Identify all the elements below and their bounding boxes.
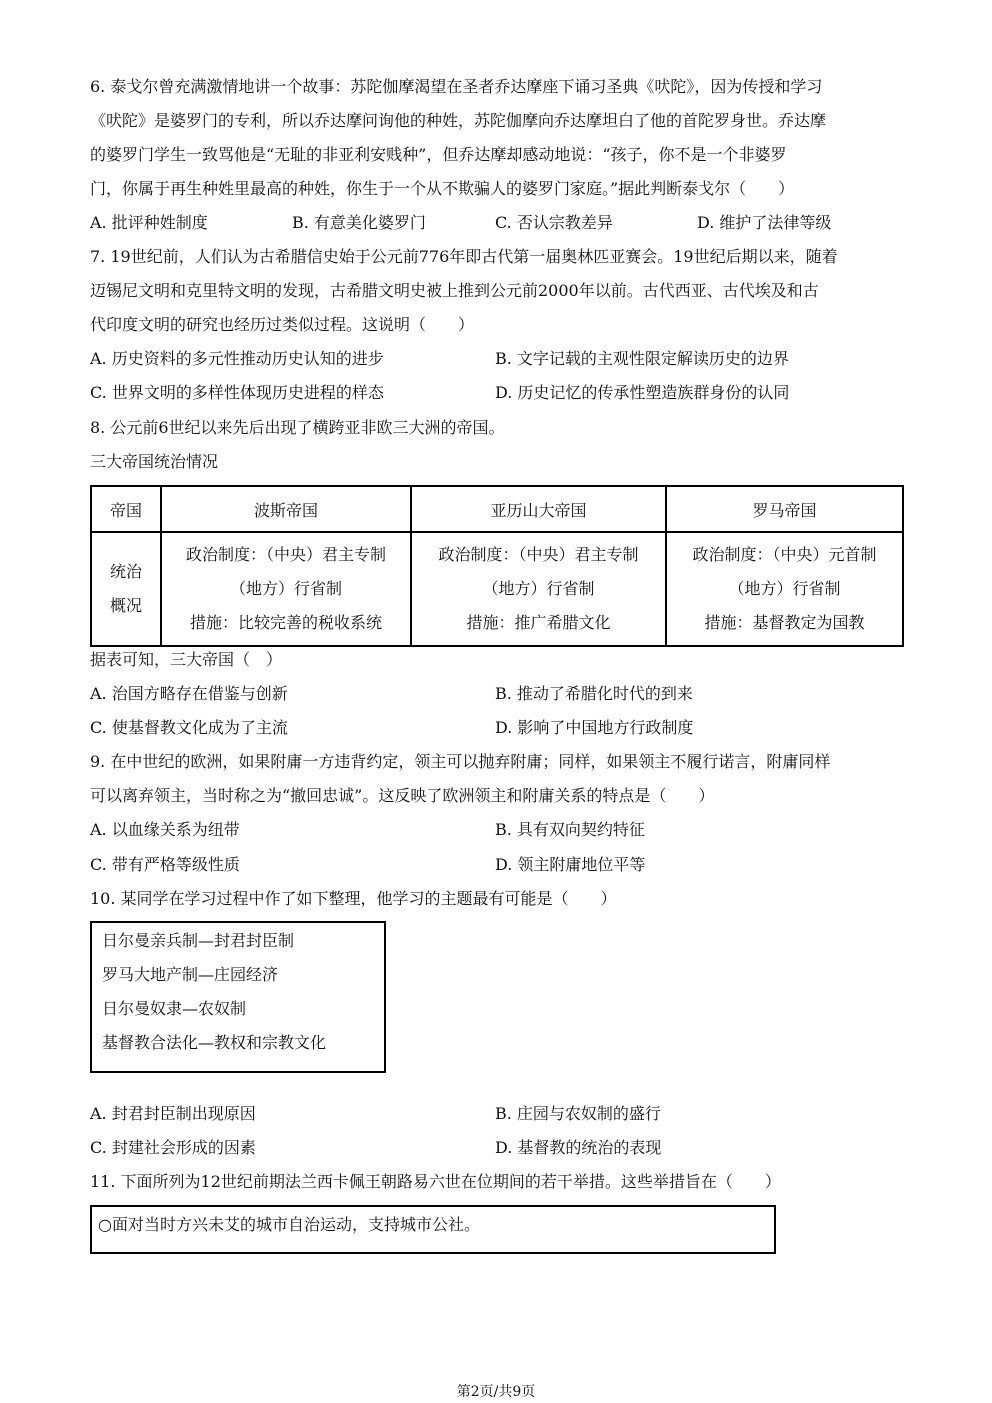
q7-line-2: 迈锡尼文明和克里特文明的发现，古希腊文明史被上推到公元前2000年以前。古代西亚、古代埃及和古 [90, 281, 819, 300]
cell-line: 措施：推广希腊文化 [466, 613, 611, 632]
q6-option-a[interactable]: A. 批评种姓制度 [90, 213, 208, 232]
q9-line-1: 9. 在中世纪的欧洲，如果附庸一方违背约定，领主可以抛弃附庸；同样，如果领主不履行诺言，附庸同样 [90, 752, 831, 771]
measure-line: ○面对当时方兴未艾的城市自治运动，支持城市公社。 [98, 1215, 480, 1234]
table-cell-alexander [411, 532, 666, 646]
note-line: 日尔曼奴隶—农奴制 [102, 999, 247, 1018]
table-header-cell: 罗马帝国 [666, 486, 903, 532]
q10-note-box [90, 921, 386, 1073]
q10-option-d[interactable]: D. 基督教的统治的表现 [495, 1138, 662, 1157]
q8-stem: 8. 公元前6世纪以来先后出现了横跨亚非欧三大洲的帝国。 [90, 418, 505, 437]
page-number: 第2页/共9页 [456, 1384, 536, 1400]
q11-measures-box [90, 1205, 776, 1254]
q6-option-c[interactable]: C. 否认宗教差异 [495, 213, 613, 232]
q10-stem: 10. 某同学在学习过程中作了如下整理，他学习的主题最有可能是（ ） [90, 889, 617, 908]
q10-option-a[interactable]: A. 封君封臣制出现原因 [90, 1104, 256, 1123]
cell-line: （地方）行省制 [728, 579, 841, 598]
row-label-line: 统治 [109, 562, 142, 581]
q8-question: 据表可知，三大帝国（ ） [90, 650, 283, 669]
q8-option-c[interactable]: C. 使基督教文化成为了主流 [90, 718, 288, 737]
table-header-row [91, 486, 903, 532]
empire-table [90, 485, 904, 647]
q9-line-2: 可以离弃领主，当时称之为“撤回忠诚”。这反映了欧洲领主和附庸关系的特点是（ ） [90, 786, 715, 805]
cell-line: 政治制度：（中央）元首制 [692, 545, 877, 564]
q8-option-b[interactable]: B. 推动了希腊化时代的到来 [495, 684, 693, 703]
q6-option-d[interactable]: D. 维护了法律等级 [697, 213, 832, 232]
q7-line-3: 代印度文明的研究也经历过类似过程。这说明（ ） [90, 315, 475, 334]
table-row-label [91, 532, 161, 646]
row-label-line: 概况 [109, 596, 142, 615]
q6-line-1: 6. 泰戈尔曾充满激情地讲一个故事：苏陀伽摩渴望在圣者乔达摩座下诵习圣典《吠陀》，因为传授和学习 [90, 77, 823, 96]
cell-line: 政治制度：（中央）君主专制 [438, 545, 639, 564]
q7-option-b[interactable]: B. 文字记载的主观性限定解读历史的边界 [495, 349, 789, 368]
note-line: 基督教合法化—教权和宗教文化 [102, 1033, 327, 1052]
cell-line: 政治制度：（中央）君主专制 [185, 545, 386, 564]
table-cell-persia [161, 532, 411, 646]
q7-option-d[interactable]: D. 历史记忆的传承性塑造族群身份的认同 [495, 383, 790, 402]
q7-option-c[interactable]: C. 世界文明的多样性体现历史进程的样态 [90, 383, 384, 402]
q8-table-title: 三大帝国统治情况 [90, 452, 219, 471]
q6-option-b[interactable]: B. 有意美化婆罗门 [292, 213, 426, 232]
note-line: 罗马大地产制—庄园经济 [102, 965, 279, 984]
q7-option-a[interactable]: A. 历史资料的多元性推动历史认知的进步 [90, 349, 384, 368]
q10-option-b[interactable]: B. 庄园与农奴制的盛行 [495, 1104, 661, 1123]
q7-line-1: 7. 19世纪前，人们认为古希腊信史始于公元前776年即古代第一届奥林匹亚赛会。19世纪后期以来，随着 [90, 247, 838, 266]
q8-option-d[interactable]: D. 影响了中国地方行政制度 [495, 718, 694, 737]
cell-line: （地方）行省制 [229, 579, 342, 598]
q6-line-3: 的婆罗门学生一致骂他是“无耻的非亚利安贱种”，但乔达摩却感动地说：“孩子，你不是一个非婆罗 [90, 145, 787, 164]
cell-line: 措施：基督教定为国教 [704, 613, 865, 632]
cell-line: 措施：比较完善的税收系统 [189, 613, 382, 632]
q9-option-a[interactable]: A. 以血缘关系为纽带 [90, 820, 240, 839]
q8-option-a[interactable]: A. 治国方略存在借鉴与创新 [90, 684, 288, 703]
cell-line: （地方）行省制 [482, 579, 595, 598]
table-row [91, 532, 903, 646]
table-header-cell: 帝国 [91, 486, 161, 532]
q9-option-d[interactable]: D. 领主附庸地位平等 [495, 855, 646, 874]
q6-line-2: 《吠陀》是婆罗门的专利，所以乔达摩问询他的种姓，苏陀伽摩向乔达摩坦白了他的首陀罗身世。乔达摩 [90, 111, 827, 130]
q9-option-b[interactable]: B. 具有双向契约特征 [495, 820, 645, 839]
q6-line-4: 门，你属于再生种姓里最高的种姓，你生于一个从不欺骗人的婆罗门家庭。”据此判断泰戈尔（ ） [90, 179, 795, 198]
table-header-cell: 波斯帝国 [161, 486, 411, 532]
table-header-cell: 亚历山大帝国 [411, 486, 666, 532]
q9-option-c[interactable]: C. 带有严格等级性质 [90, 855, 240, 874]
q10-option-c[interactable]: C. 封建社会形成的因素 [90, 1138, 256, 1157]
note-line: 日尔曼亲兵制—封君封臣制 [102, 931, 295, 950]
table-cell-rome [666, 532, 903, 646]
q11-stem: 11. 下面所列为12世纪前期法兰西卡佩王朝路易六世在位期间的若干举措。这些举措旨在（ ） [90, 1172, 781, 1191]
